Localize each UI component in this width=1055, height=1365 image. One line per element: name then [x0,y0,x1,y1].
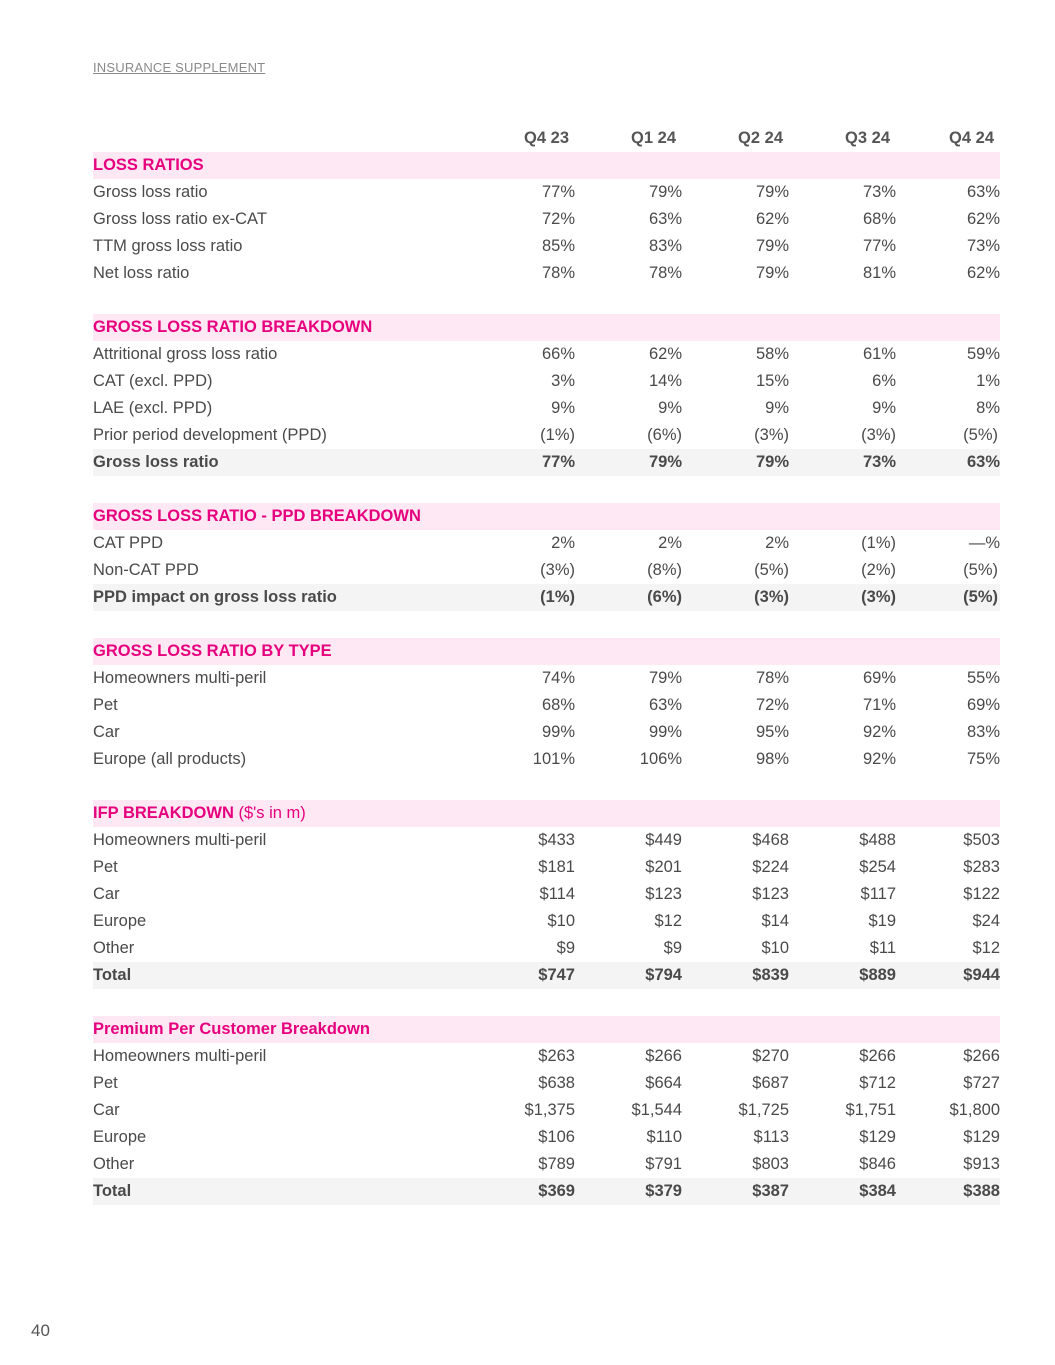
cell-value: $638 [538,1074,575,1092]
table-row [93,827,1000,854]
cell-value: 59% [966,345,1000,363]
cell-value: (2%) [861,561,896,579]
cell-value: 85% [541,237,575,255]
cell-value: $687 [752,1074,789,1092]
cell-value: $664 [645,1074,682,1092]
column-header: Q4 23 [524,129,569,147]
cell-value: 92% [862,723,896,741]
cell-value: $106 [538,1128,575,1146]
section-spacer [93,989,1000,1016]
section-spacer [93,773,1000,800]
table-row [93,719,1000,746]
cell-value: 79% [755,264,789,282]
cell-value: $117 [860,885,896,903]
cell-value: 61% [862,345,896,363]
cell-value: 79% [648,669,682,687]
total-row [93,449,1000,476]
table-row [93,1097,1000,1124]
row-label: Gross loss ratio ex-CAT [93,210,267,228]
cell-value: $12 [972,939,1000,957]
table-row [93,341,1000,368]
row-label: Total [93,962,468,989]
cell-value: 92% [862,750,896,768]
cell-value: 83% [648,237,682,255]
cell-value: $114 [539,885,575,903]
cell-value: $712 [859,1074,896,1092]
cell-value: $181 [538,858,575,876]
cell-value: 63% [966,183,1000,201]
section-title-text: LOSS RATIOS [93,156,204,174]
cell-value: 78% [755,669,789,687]
cell-value: 6% [872,372,896,390]
cell-value: 72% [755,696,789,714]
cell-value: $10 [761,939,789,957]
section-spacer [93,287,1000,314]
section-header-row [93,152,1000,179]
cell-value: 83% [966,723,1000,741]
table-row [93,206,1000,233]
column-header-row [93,125,1000,152]
column-header: Q4 24 [949,129,994,147]
section-title [93,638,1000,665]
cell-value: $889 [789,962,896,989]
cell-value: 71% [862,696,896,714]
row-label: PPD impact on gross loss ratio [93,584,468,611]
cell-value: $388 [896,1178,1000,1205]
cell-value: $129 [963,1128,1000,1146]
table-row [93,422,1000,449]
section-header-row [93,314,1000,341]
cell-value: 79% [575,449,682,476]
row-label: Other [93,939,135,957]
section-header-row [93,638,1000,665]
row-label: Car [93,885,120,903]
table-row [93,530,1000,557]
cell-value: 69% [966,696,1000,714]
cell-value: 75% [966,750,1000,768]
cell-value: (3%) [861,426,896,444]
cell-value: 62% [966,210,1000,228]
cell-value: $201 [645,858,682,876]
table-row [93,692,1000,719]
cell-value: 66% [541,345,575,363]
cell-value: $113 [753,1128,789,1146]
cell-value: 98% [755,750,789,768]
cell-value: $1,375 [524,1101,575,1119]
cell-value: $384 [789,1178,896,1205]
cell-value: 78% [648,264,682,282]
section-spacer [93,476,1000,503]
cell-value: $283 [963,858,1000,876]
table-row [93,260,1000,287]
table-row [93,665,1000,692]
section-title-text: GROSS LOSS RATIO BREAKDOWN [93,318,373,336]
row-label: Prior period development (PPD) [93,426,327,444]
row-label: Total [93,1178,468,1205]
section-header-row [93,1016,1000,1043]
cell-value: $503 [963,831,1000,849]
row-label: Other [93,1155,135,1173]
row-label: LAE (excl. PPD) [93,399,213,417]
cell-value: —% [968,534,1000,552]
cell-value: 2% [765,534,789,552]
table-row [93,854,1000,881]
cell-value: $129 [859,1128,896,1146]
cell-value: (5%) [963,561,998,579]
cell-value: $19 [868,912,896,930]
row-label: Gross loss ratio [93,449,468,476]
column-header: Q2 24 [738,129,783,147]
table-row [93,233,1000,260]
cell-value: $270 [752,1047,789,1065]
cell-value: $224 [752,858,789,876]
cell-value: (1%) [861,534,896,552]
page-number: 40 [31,1321,50,1340]
row-label: Car [93,1101,120,1119]
cell-value: $1,725 [738,1101,789,1119]
cell-value: (1%) [468,584,575,611]
cell-value: $123 [752,885,789,903]
section-title [93,1016,1000,1043]
row-label: CAT (excl. PPD) [93,372,213,390]
cell-value: $846 [859,1155,896,1173]
cell-value: $9 [663,939,682,957]
cell-value: 74% [541,669,575,687]
cell-value: 14% [648,372,682,390]
cell-value: $254 [859,858,896,876]
cell-value: $387 [682,1178,789,1205]
row-label: Homeowners multi-peril [93,1047,267,1065]
cell-value: (5%) [896,584,1000,611]
table-row [93,557,1000,584]
cell-value: 77% [541,183,575,201]
row-label: Car [93,723,120,741]
table-row [93,1070,1000,1097]
row-label: Pet [93,696,118,714]
section-title-text: IFP BREAKDOWN [93,804,234,822]
cell-value: 9% [658,399,682,417]
section-header-row [93,503,1000,530]
cell-value: $1,544 [631,1101,682,1119]
row-label: CAT PPD [93,534,163,552]
total-row [93,1178,1000,1205]
cell-value: 73% [862,183,896,201]
cell-value: (1%) [540,426,575,444]
cell-value: 95% [755,723,789,741]
cell-value: 15% [755,372,789,390]
cell-value: 99% [541,723,575,741]
row-label: Europe (all products) [93,750,247,768]
cell-value: 73% [966,237,1000,255]
row-label: Net loss ratio [93,264,190,282]
table-row [93,1151,1000,1178]
cell-value: $12 [654,912,682,930]
row-label: Attritional gross loss ratio [93,345,278,363]
cell-value: $1,800 [949,1101,1000,1119]
row-label: Pet [93,858,118,876]
row-label: TTM gross loss ratio [93,237,243,255]
cell-value: 72% [541,210,575,228]
cell-value: $1,751 [845,1101,896,1119]
table-row [93,1124,1000,1151]
cell-value: $433 [538,831,575,849]
table-row [93,179,1000,206]
cell-value: $369 [468,1178,575,1205]
cell-value: $123 [645,885,682,903]
cell-value: $14 [761,912,789,930]
cell-value: $11 [869,939,896,957]
table-body [93,152,1000,1205]
cell-value: 2% [551,534,575,552]
section-title [93,800,1000,827]
cell-value: (3%) [754,426,789,444]
cell-value: 79% [755,237,789,255]
section-title [93,314,1000,341]
cell-value: $803 [752,1155,789,1173]
cell-value: 62% [966,264,1000,282]
cell-value: 9% [551,399,575,417]
section-title [93,152,1000,179]
cell-value: $266 [859,1047,896,1065]
cell-value: (6%) [575,584,682,611]
column-header: Q1 24 [631,129,676,147]
cell-value: (5%) [963,426,998,444]
cell-value: 68% [541,696,575,714]
table-row [93,368,1000,395]
cell-value: (6%) [647,426,682,444]
cell-value: 77% [468,449,575,476]
table-row [93,1043,1000,1070]
row-label: Pet [93,1074,118,1092]
row-label: Homeowners multi-peril [93,669,267,687]
cell-value: $266 [963,1047,1000,1065]
section-title-text: GROSS LOSS RATIO BY TYPE [93,642,332,660]
cell-value: $266 [645,1047,682,1065]
section-title-text: GROSS LOSS RATIO - PPD BREAKDOWN [93,507,421,525]
cell-value: 63% [648,696,682,714]
cell-value: $10 [547,912,575,930]
cell-value: (3%) [540,561,575,579]
cell-value: 77% [862,237,896,255]
cell-value: $9 [556,939,575,957]
cell-value: $727 [963,1074,1000,1092]
cell-value: 3% [551,372,575,390]
cell-value: 2% [658,534,682,552]
row-label: Europe [93,1128,147,1146]
cell-value: $263 [538,1047,575,1065]
cell-value: $794 [575,962,682,989]
row-label: Non-CAT PPD [93,561,199,579]
cell-value: $839 [682,962,789,989]
cell-value: 62% [755,210,789,228]
total-row [93,962,1000,989]
cell-value: 106% [639,750,682,768]
cell-value: 8% [976,399,1000,417]
cell-value: 55% [966,669,1000,687]
supplement-header: INSURANCE SUPPLEMENT [93,60,266,75]
cell-value: 69% [862,669,896,687]
cell-value: 73% [789,449,896,476]
cell-value: $379 [575,1178,682,1205]
cell-value: 9% [872,399,896,417]
row-label: Homeowners multi-peril [93,831,267,849]
cell-value: $110 [646,1128,682,1146]
cell-value: 79% [648,183,682,201]
cell-value: (3%) [682,584,789,611]
cell-value: (8%) [647,561,682,579]
row-label: Europe [93,912,147,930]
cell-value: 58% [755,345,789,363]
table-row [93,935,1000,962]
cell-value: (3%) [789,584,896,611]
section-unit: ($'s in m) [238,804,306,822]
cell-value: 9% [765,399,789,417]
cell-value: 99% [648,723,682,741]
cell-value: $789 [538,1155,575,1173]
section-spacer [93,611,1000,638]
insurance-metrics-table [93,125,1000,1205]
row-label: Gross loss ratio [93,183,208,201]
table-row [93,395,1000,422]
cell-value: $468 [752,831,789,849]
cell-value: (5%) [754,561,789,579]
column-header-blank [93,125,468,152]
cell-value: 62% [648,345,682,363]
cell-value: $122 [963,885,1000,903]
column-header: Q3 24 [845,129,890,147]
cell-value: 101% [532,750,575,768]
cell-value: $791 [645,1155,682,1173]
cell-value: 63% [896,449,1000,476]
cell-value: $913 [963,1155,1000,1173]
section-title-text: Premium Per Customer Breakdown [93,1020,370,1038]
cell-value: 68% [862,210,896,228]
cell-value: 1% [976,372,1000,390]
cell-value: $944 [896,962,1000,989]
cell-value: 78% [541,264,575,282]
cell-value: 81% [862,264,896,282]
cell-value: 79% [755,183,789,201]
cell-value: 79% [682,449,789,476]
cell-value: $449 [645,831,682,849]
section-header-row [93,800,1000,827]
cell-value: $747 [468,962,575,989]
section-title [93,503,1000,530]
total-row [93,584,1000,611]
table-row [93,881,1000,908]
cell-value: $488 [859,831,896,849]
cell-value: 63% [648,210,682,228]
table-row [93,908,1000,935]
cell-value: $24 [972,912,1000,930]
table-row [93,746,1000,773]
